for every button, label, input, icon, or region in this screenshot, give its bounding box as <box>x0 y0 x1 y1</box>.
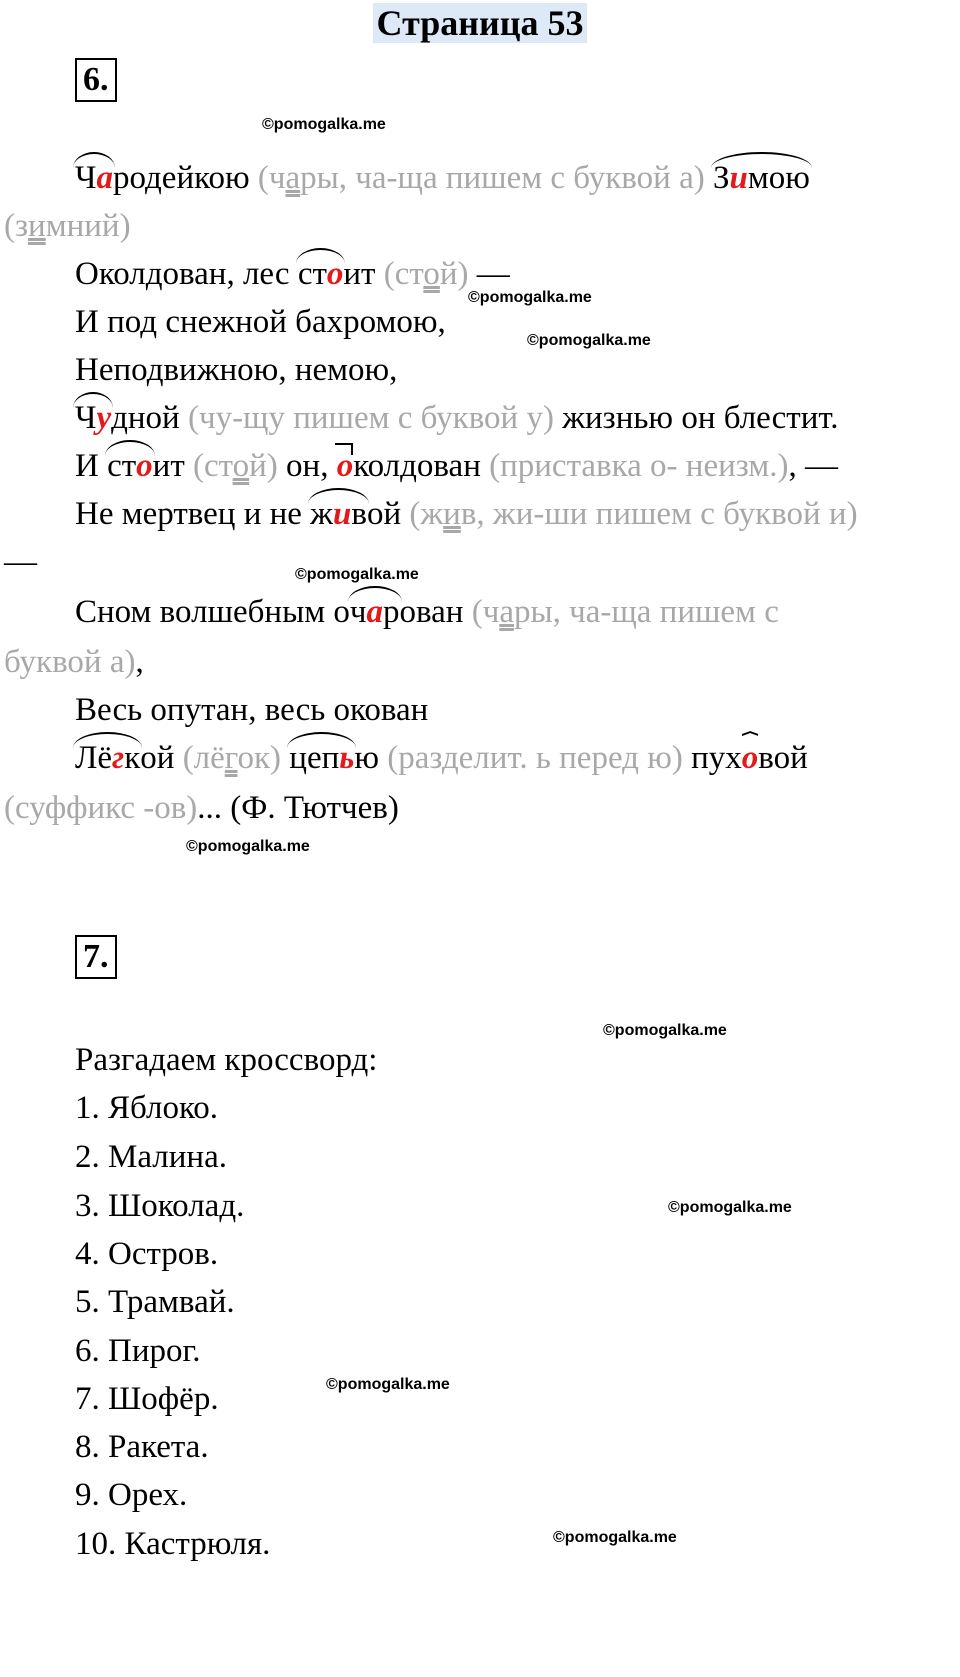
watermark: ©pomogalka.me <box>326 1376 450 1393</box>
answer-item: 7. Шофёр. <box>75 1381 219 1417</box>
answer-item: 3. Шоколад. <box>75 1188 245 1224</box>
watermark: ©pomogalka.me <box>668 1199 792 1216</box>
poem-note-2: буквой а), <box>4 644 144 680</box>
watermark: ©pomogalka.me <box>468 289 592 306</box>
answer-item: 9. Орех. <box>75 1477 188 1513</box>
watermark: ©pomogalka.me <box>186 838 310 855</box>
poem-line-7: Не мертвец и не живой (жив, жи-ши пишем с буквой и) <box>75 496 858 532</box>
watermark: ©pomogalka.me <box>553 1529 677 1546</box>
answer-item: 2. Малина. <box>75 1139 227 1175</box>
answer-item: 10. Кастрюля. <box>75 1526 271 1562</box>
watermark: ©pomogalka.me <box>295 566 419 583</box>
answer-item: 6. Пирог. <box>75 1333 201 1369</box>
poem-note-1: (зимний) <box>4 208 131 244</box>
poem-line-1: Чародейкою (чары, ча-ща пишем с буквой а) Зимою <box>75 160 810 196</box>
answer-item: 5. Трамвай. <box>75 1284 235 1320</box>
page-title: Страница 53 <box>0 2 960 44</box>
watermark: ©pomogalka.me <box>262 116 386 133</box>
exercise-6-number: 6. <box>75 58 117 102</box>
exercise-7-number: 7. <box>75 935 117 979</box>
watermark: ©pomogalka.me <box>603 1022 727 1039</box>
poem-line-11: (суффикс -ов)... (Ф. Тютчев) <box>4 790 399 826</box>
poem-dash: — <box>4 544 37 580</box>
poem-line-10: Лёгкой (лёгок) цепью (разделит. ь перед ю) пуховой <box>75 740 808 776</box>
answer-item: 4. Остров. <box>75 1236 219 1272</box>
poem-line-4: Неподвижною, немою, <box>75 352 398 388</box>
poem-line-5: Чудной (чу-щу пишем с буквой у) жизнью он блестит. <box>75 400 839 436</box>
answer-item: 1. Яблоко. <box>75 1090 219 1126</box>
watermark: ©pomogalka.me <box>527 332 651 349</box>
poem-line-6: И стоит (стой) он, околдован (приставка о- неизм.), — <box>75 448 838 484</box>
poem-line-2: Околдован, лес стоит (стой) — <box>75 256 510 292</box>
answer-item: 8. Ракета. <box>75 1429 209 1465</box>
poem-line-8: Сном волшебным очарован (чары, ча-ща пишем с <box>75 594 779 630</box>
poem-line-9: Весь опутан, весь окован <box>75 692 429 728</box>
poem-line-3: И под снежной бахромою, <box>75 304 446 340</box>
crossword-intro: Разгадаем кроссворд: <box>75 1042 378 1078</box>
